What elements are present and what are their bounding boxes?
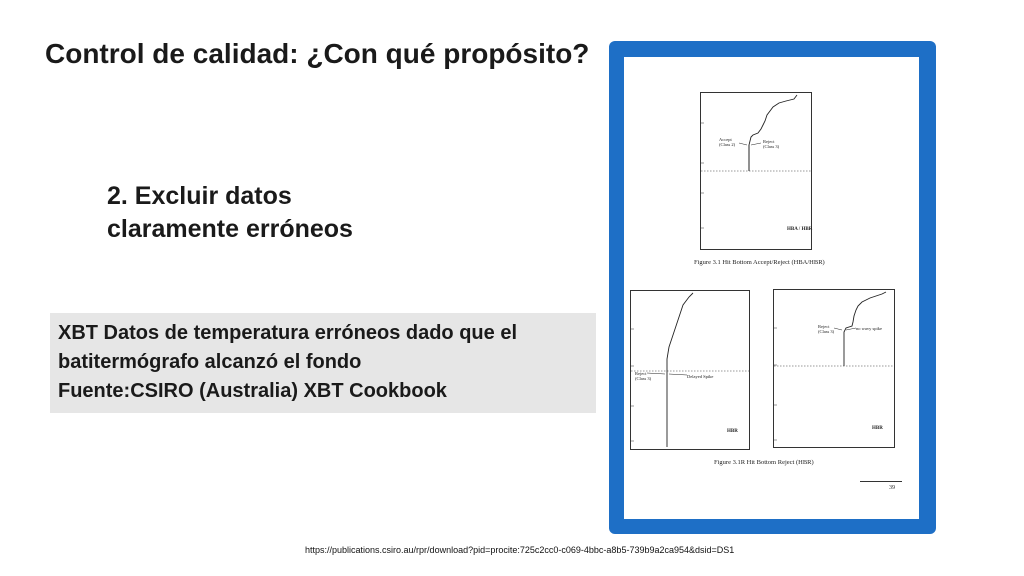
figure2-left-profile	[631, 291, 749, 449]
figure2-label-delayed-spike: Delayed Spike	[687, 374, 714, 379]
document-image-frame	[609, 41, 936, 534]
figure1-plot	[700, 92, 812, 250]
note-line-3: Fuente:CSIRO (Australia) XBT Cookbook	[58, 380, 447, 402]
figure1-profile	[701, 93, 811, 249]
page-number: 39	[889, 485, 895, 491]
slide-title: Control de calidad: ¿Con qué propósito?	[45, 38, 590, 69]
note-line-2: batitermógrafo alcanzó el fondo	[58, 351, 362, 373]
note-line-1: XBT Datos de temperatura erróneos dado que el	[58, 322, 517, 344]
figure2-left-tag: HBR	[727, 429, 738, 434]
slide-subtitle	[107, 180, 353, 246]
source-url: https://publications.csiro.au/rpr/download?pid=procite:725c2cc0-c069-4bbc-a8b5-739b9a2ca954&dsid=DS1	[305, 545, 735, 555]
figure2-right-profile	[774, 290, 894, 447]
figure2-caption: Figure 3.1R Hit Bottom Reject (HBR)	[714, 459, 814, 466]
figure2-right-label-reject: Reject (Class 3)	[818, 324, 835, 334]
figure2-left-plot	[630, 290, 750, 450]
scanned-document-page	[624, 57, 919, 519]
page-rule	[860, 481, 902, 482]
subtitle-line-1: 2. Excluir datos	[107, 182, 292, 210]
figure2-label-no-wavy-spike: no wavy spike	[856, 326, 882, 331]
figure1-label-reject: Reject (Class 3)	[763, 139, 780, 149]
figure2-left-label-reject: Reject (Class 3)	[635, 371, 652, 381]
figure2-right-tag: HBR	[872, 426, 883, 431]
figure1-tag: HBA / HBR	[787, 227, 813, 232]
figure1-label-accept: Accept (Class 2)	[719, 137, 736, 147]
subtitle-line-2: claramente erróneos	[107, 215, 353, 243]
figure2-right-plot	[773, 289, 895, 448]
source-note-box	[50, 313, 596, 413]
figure1-caption: Figure 3.1 Hit Bottom Accept/Reject (HBA/HBR)	[694, 259, 825, 266]
